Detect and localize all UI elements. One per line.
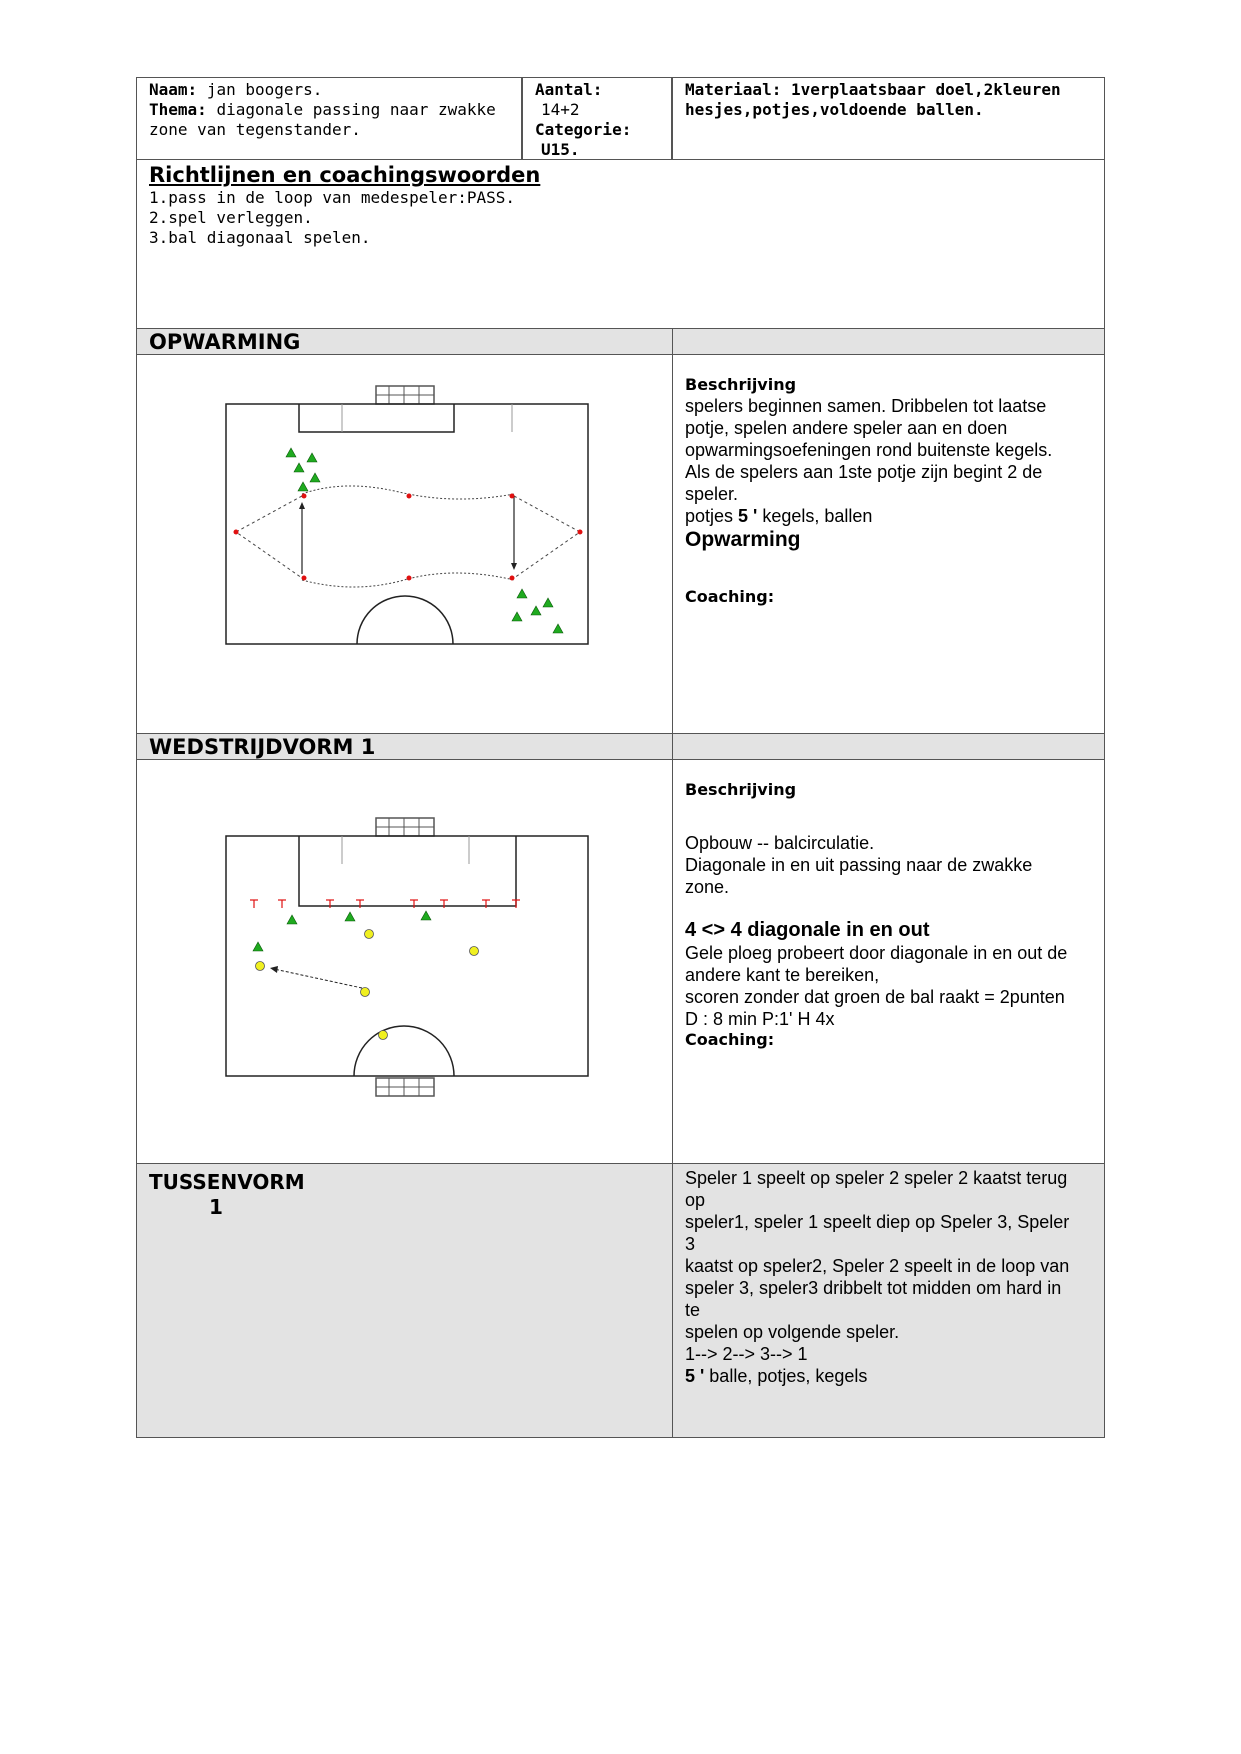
wedstrijdvorm-title-right-cell bbox=[672, 733, 1105, 760]
wedstrijdvorm-title: WEDSTRIJDVORM 1 bbox=[149, 735, 376, 759]
wedstrijdvorm-line-3: scoren zonder dat groen de bal raakt = 2punten bbox=[685, 987, 1065, 1007]
wedstrijdvorm-line-1: Gele ploeg probeert door diagonale in en out de bbox=[685, 943, 1068, 963]
field-outline bbox=[226, 836, 588, 1076]
opwarming-line-1: spelers beginnen samen. Dribbelen tot laatse bbox=[685, 396, 1047, 416]
header-materiaal-cell bbox=[672, 77, 1105, 160]
wedstrijdvorm-line-4: D : 8 min P:1' H 4x bbox=[685, 1009, 835, 1029]
richtlijnen-item-2: 2.spel verleggen. bbox=[149, 208, 313, 227]
header-aantal-cell bbox=[522, 77, 672, 160]
tussenvorm-line-2: op bbox=[685, 1190, 706, 1210]
tussenvorm-line-1: Speler 1 speelt op speler 2 speler 2 kaatst terug bbox=[685, 1168, 1068, 1188]
opwarming-coaching-label: Coaching: bbox=[685, 587, 775, 606]
opwarming-line-4: Als de spelers aan 1ste potje zijn begint 2 de bbox=[685, 462, 1043, 482]
tussenvorm-material: 5 ' balle, potjes, kegels bbox=[685, 1366, 868, 1386]
tussenvorm-title: TUSSENVORM bbox=[149, 1170, 305, 1194]
wedstrijdvorm-diagram bbox=[224, 816, 594, 1106]
tussenvorm-title-cell bbox=[136, 1163, 673, 1438]
tussenvorm-line-9: 1--> 2--> 3--> 1 bbox=[685, 1344, 808, 1364]
opwarming-line-2: potje, spelen andere speler aan en doen bbox=[685, 418, 1008, 438]
richtlijnen-item-1: 1.pass in de loop van medespeler:PASS. bbox=[149, 188, 516, 207]
header-naam-cell bbox=[136, 77, 522, 160]
wedstrijdvorm-diagram-cell bbox=[136, 759, 673, 1164]
penalty-area bbox=[299, 404, 454, 432]
richtlijnen-title: Richtlijnen en coachingswoorden bbox=[149, 163, 541, 187]
wedstrijdvorm-line-2: andere kant te bereiken, bbox=[685, 965, 880, 985]
richtlijnen-cell bbox=[136, 159, 1105, 329]
tussenvorm-number: 1 bbox=[209, 1195, 223, 1219]
materiaal-text: Materiaal: 1verplaatsbaar doel,2kleuren hesjes,potjes,voldoende ballen. bbox=[685, 80, 1061, 119]
tussenvorm-line-4: 3 bbox=[685, 1234, 696, 1254]
tussenvorm-line-5: kaatst op speler2, Speler 2 speelt in de loop van bbox=[685, 1256, 1070, 1276]
tussenvorm-line-6: speler 3, speler3 dribbelt tot midden om hard in bbox=[685, 1278, 1062, 1298]
centre-circle bbox=[357, 596, 453, 644]
wedstrijdvorm-intro-2: Diagonale in en uit passing naar de zwakke bbox=[685, 855, 1033, 875]
tussenvorm-line-7: te bbox=[685, 1300, 701, 1320]
players-yellow bbox=[256, 930, 479, 1040]
opwarming-diagram-cell bbox=[136, 354, 673, 734]
markers-red bbox=[250, 900, 520, 908]
cones-green bbox=[286, 448, 563, 633]
field-outline bbox=[226, 404, 588, 644]
wedstrijdvorm-intro-3: zone. bbox=[685, 877, 730, 897]
opwarming-beschrijving-label: Beschrijving bbox=[685, 375, 797, 394]
wedstrijdvorm-beschrijving-label: Beschrijving bbox=[685, 780, 797, 799]
opwarming-title: OPWARMING bbox=[149, 330, 301, 354]
wedstrijdvorm-intro-1: Opbouw -- balcirculatie. bbox=[685, 833, 875, 853]
wedstrijdvorm-coaching-label: Coaching: bbox=[685, 1030, 775, 1049]
naam-label: Naam: bbox=[149, 80, 198, 99]
opwarming-desc-cell bbox=[672, 354, 1105, 734]
pots-red bbox=[234, 494, 583, 581]
opwarming-diagram bbox=[224, 384, 594, 649]
tussenvorm-desc-cell bbox=[672, 1163, 1105, 1438]
aantal-label: Aantal: bbox=[535, 80, 603, 99]
categorie-label: Categorie: bbox=[535, 120, 632, 139]
richtlijnen-item-3: 3.bal diagonaal spelen. bbox=[149, 228, 371, 247]
opwarming-title-right-cell bbox=[672, 328, 1105, 355]
wedstrijdvorm-title-cell bbox=[136, 733, 673, 760]
categorie-value: U15. bbox=[541, 140, 580, 159]
thema-value: diagonale passing naar zwakke zone van tegenstander. bbox=[149, 100, 496, 139]
opwarming-line-3: opwarmingsoefeningen rond buitenste kegels. bbox=[685, 440, 1053, 460]
aantal-value: 14+2 bbox=[541, 100, 580, 119]
thema-label: Thema: bbox=[149, 100, 207, 119]
tussenvorm-line-8: spelen op volgende speler. bbox=[685, 1322, 900, 1342]
opwarming-material: potjes 5 ' kegels, ballen bbox=[685, 506, 873, 526]
wedstrijdvorm-subtitle: 4 <> 4 diagonale in en out bbox=[685, 919, 930, 941]
opwarming-line-5: speler. bbox=[685, 484, 739, 504]
opwarming-subtitle: Opwarming bbox=[685, 528, 801, 551]
naam-value: jan boogers. bbox=[206, 80, 323, 99]
wedstrijdvorm-desc-cell bbox=[672, 759, 1105, 1164]
cones-green bbox=[253, 911, 431, 951]
opwarming-title-cell bbox=[136, 328, 673, 355]
tussenvorm-line-3: speler1, speler 1 speelt diep op Speler 3, Speler bbox=[685, 1212, 1070, 1232]
